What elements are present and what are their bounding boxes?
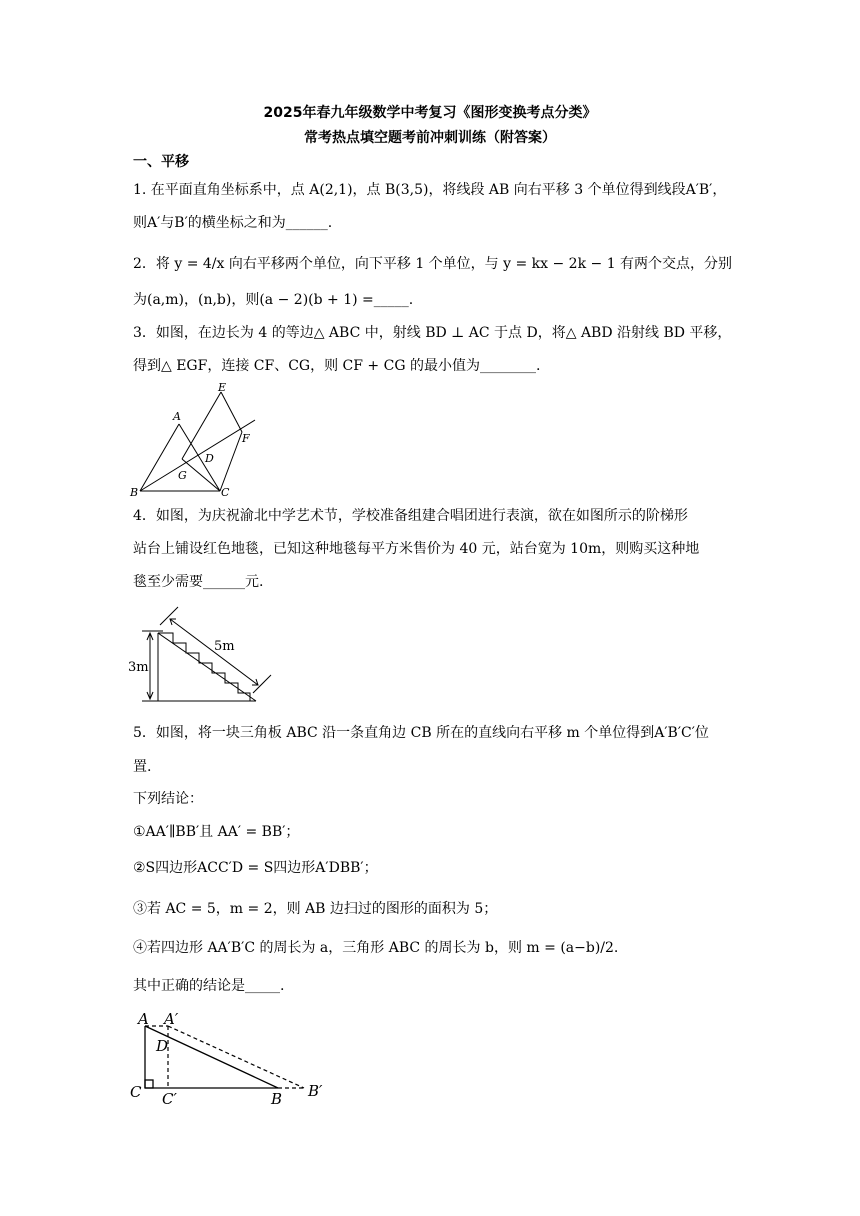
q3-seg-ge [182,392,221,459]
q5-conclusion-2: ②S四边形ACC′D = S四边形A′DBB′； [133,860,378,876]
q5-line-1: 5．如图，将一块三角板 ABC 沿一条直角边 CB 所在的直线向右平移 m 个单位得到A′B′C′位 [133,725,709,741]
q3-label-a: A [173,410,181,423]
q3-seg-ba [140,424,179,491]
q5-line-2: 置. [133,759,152,775]
q1-line-2: 则A′与B′的横坐标之和为______. [133,215,333,231]
q5-label-a-prime: A′ [164,1010,179,1028]
q5-label-d: D [156,1037,169,1055]
q1-line-1: 1. 在平面直角坐标系中，点 A(2,1)，点 B(3,5)，将线段 AB 向右平移 3 个单位得到线段A′B′， [133,182,727,198]
q4-figure [128,603,278,708]
q5-figure [128,1006,338,1106]
q3-figure [125,380,265,500]
q3-label-g: G [178,469,187,482]
q2-line-2: 为(a,m)，(n,b)，则(a − 2)(b + 1) =_____. [133,292,414,308]
q5-conclusion-4: ④若四边形 AA′B′C 的周长为 a，三角形 ABC 的周长为 b，则 m = (a−b)/2. [133,940,619,956]
q3-seg-cf [220,432,242,491]
q3-label-b: B [130,486,139,499]
q5-label-c: C [130,1083,142,1101]
q3-seg-ef [221,392,242,432]
q3-line-1: 3．如图，在边长为 4 的等边△ ABC 中，射线 BD ⊥ AC 于点 D，将△ ABD 沿射线 BD 平移， [133,325,732,341]
q3-ray-bd [140,420,255,491]
q3-label-c: C [221,486,230,499]
title-line-1: 2025年春九年级数学中考复习《图形变换考点分类》 [263,105,597,121]
q5-label-a: A [138,1010,149,1028]
q4-line-3: 毯至少需要______元. [133,574,264,590]
q5-conclusion-3: ③若 AC = 5，m = 2，则 AB 边扫过的图形的面积为 5； [133,901,498,917]
title-line-2: 常考热点填空题考前冲刺训练（附答案） [304,130,556,146]
q4-line-2: 站台上铺设红色地毯，已知这种地毯每平方米售价为 40 元，站台宽为 10m，则购买这种地 [133,541,700,557]
q5-label-b: B [271,1090,283,1106]
q4-line-1: 4．如图，为庆祝渝北中学艺术节，学校准备组建合唱团进行表演，欲在如图所示的阶梯形 [133,508,688,524]
q4-label-5m: 5m [214,639,235,654]
q3-label-d: D [205,452,214,465]
q3-line-2: 得到△ EGF，连接 CF、CG，则 CF + CG 的最小值为________. [133,358,541,374]
q3-label-f: F [242,432,250,445]
q3-seg-cg [182,459,220,491]
q3-label-e: E [218,381,227,394]
q5-conclusion-1: ①AA′∥BB′且 AA′ = BB′； [133,824,300,840]
q5-label-c-prime: C′ [162,1090,177,1106]
q4-label-3m: 3m [128,660,149,675]
q5-label-b-prime: B′ [308,1082,323,1100]
section-heading-translation: 一、平移 [133,154,189,170]
q5-line-4: 其中正确的结论是_____. [133,978,285,994]
q2-line-1: 2．将 y = 4/x 向右平移两个单位，向下平移 1 个单位，与 y = kx − 2k − 1 有两个交点，分别 [133,256,733,272]
q5-line-3: 下列结论： [133,791,203,807]
